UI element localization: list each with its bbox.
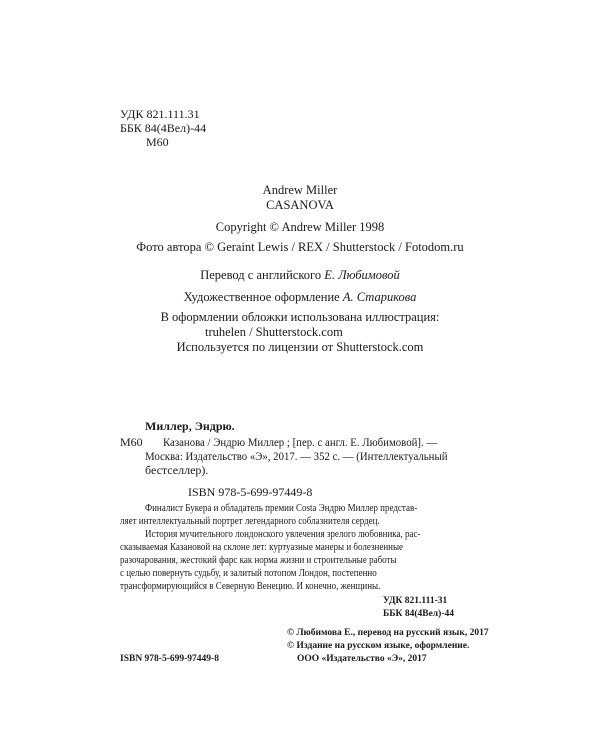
annotation-line-1: Финалист Букера и обладатель премии Costa Эндрю Миллер представ-	[145, 503, 418, 514]
annotation-line-2: ляет интеллектуальный портрет легендарного соблазнителя сердец.	[120, 516, 380, 527]
designer-name: А. Старикова	[342, 290, 417, 304]
catalog-line-1: Казанова / Эндрю Миллер ; [пер. с англ. Е. Любимовой]. —	[163, 435, 438, 449]
cover-illustration-source: truhelen / Shutterstock.com	[205, 325, 343, 339]
bottom-bbk: ББК 84(4Вел)-44	[383, 609, 454, 619]
bottom-isbn: ISBN 978-5-699-97449-8	[120, 654, 219, 664]
catalog-heading: Миллер, Эндрю.	[145, 419, 235, 433]
copyright-line-3: ООО «Издательство «Э», 2017	[297, 654, 427, 664]
catalog-cutter: М60	[120, 435, 143, 449]
annotation-line-6: с целью повернуть судьбу, и залитый потопом Лондон, постепенно	[120, 568, 377, 579]
original-title: CASANOVA	[266, 198, 334, 212]
translation-label: Перевод с английского	[200, 268, 325, 282]
photo-credit-source: Geraint Lewis / REX / Shutterstock / Fotodom.ru	[217, 240, 464, 254]
cover-license: Используется по лицензии от Shutterstock.com	[176, 340, 424, 354]
photo-credit-label: Фото автора ©	[136, 240, 218, 254]
annotation-line-5: разочарования, жестокий фарс как норма жизни и строительные работы	[120, 555, 397, 566]
cover-illustration-line: В оформлении обложки использована иллюстрация:	[160, 310, 440, 324]
catalog-line-2: Москва: Издательство «Э», 2017. — 352 с. — (Интеллектуальный	[145, 449, 448, 463]
bottom-udk: УДК 821.111-31	[383, 596, 448, 606]
cutter-code: М60	[146, 135, 169, 149]
original-copyright: Copyright © Andrew Miller 1998	[215, 220, 385, 234]
annotation-line-3: История мучительного лондонского увлечения зрелого любовника, рас-	[145, 529, 421, 540]
udk-code: УДК 821.111.31	[120, 107, 200, 121]
annotation-line-7: трансформирующийся в Северную Венецию. И конечно, женщины.	[120, 581, 381, 592]
translation-credit	[0, 268, 600, 283]
translator-name: Е. Любимовой	[324, 268, 400, 282]
bbk-code: ББК 84(4Вел)-44	[120, 121, 207, 135]
design-label: Художественное оформление	[183, 290, 343, 304]
original-author: Andrew Miller	[262, 183, 338, 197]
copyright-line-1: © Любимова Е., перевод на русский язык, 2017	[287, 628, 489, 638]
annotation-line-4: сказываемая Казановой на склоне лет: куртуазные манеры и болезненные	[120, 542, 404, 553]
photo-credit	[0, 240, 600, 255]
design-credit	[0, 290, 600, 305]
catalog-isbn: ISBN 978-5-699-97449-8	[188, 485, 313, 499]
catalog-line-3: бестселлер).	[145, 463, 209, 477]
copyright-line-2: © Издание на русском языке, оформление.	[287, 641, 470, 651]
